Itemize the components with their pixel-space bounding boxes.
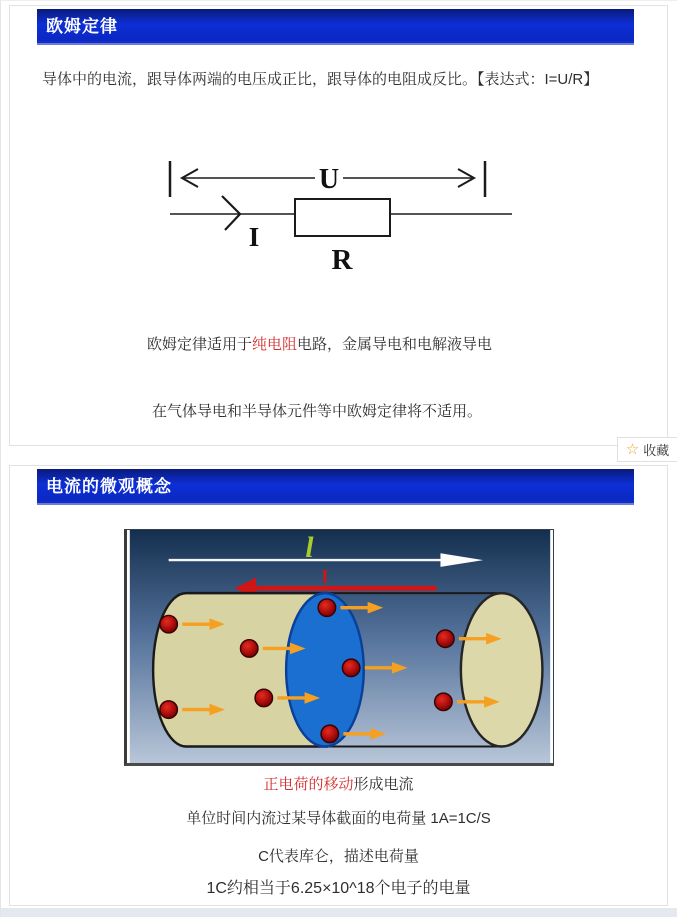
applicability-note-pre: 欧姆定律适用于 xyxy=(147,336,253,353)
favorite-button[interactable] xyxy=(617,437,677,462)
resistor-box xyxy=(295,199,390,236)
coulomb-definition: C代表库仑，描述电荷量 xyxy=(258,848,419,865)
current-label: I xyxy=(248,222,260,252)
favorite-label: 收藏 xyxy=(643,443,670,458)
charge-flow-figure xyxy=(124,529,554,766)
figure-caption xyxy=(10,774,667,795)
circuit-diagram xyxy=(152,151,667,281)
figure-caption-rest: 形成电流 xyxy=(353,776,414,793)
ohms-law-title: 欧姆定律 xyxy=(37,9,634,45)
current-microscopic-title: 电流的微观概念 xyxy=(37,469,634,505)
voltage-label: U xyxy=(318,164,340,195)
resistance-label: R xyxy=(331,244,353,276)
exception-note: 在气体导电和半导体元件等中欧姆定律将不适用。 xyxy=(152,403,483,420)
charge-rate-definition: 单位时间内流过某导体截面的电荷量 1A=1C/S xyxy=(186,810,491,827)
coulomb-electron-equivalence: 1C约相当于6.25×10^18个电子的电量 xyxy=(206,880,471,897)
length-label: l xyxy=(305,532,314,565)
circuit-diagram-svg xyxy=(152,151,522,276)
ohms-law-statement: 导体中的电流，跟导体两端的电压成正比，跟导体的电阻成反比。【表达式：I=U/R】 xyxy=(42,71,599,88)
figure-current-label: I xyxy=(321,566,329,587)
page-bottom-strip xyxy=(1,908,677,917)
pure-resistance-highlight: 纯电阻 xyxy=(252,336,298,353)
figure-caption-red: 正电荷的移动 xyxy=(263,776,354,793)
current-arrowhead-icon xyxy=(222,196,240,230)
cylinder-end-cap xyxy=(461,593,543,746)
ohms-law-card xyxy=(9,5,668,446)
applicability-note xyxy=(147,334,667,355)
current-microscopic-card xyxy=(9,465,668,906)
applicability-note-post: 电路，金属导电和电解液导电 xyxy=(297,336,493,353)
star-icon: ☆ xyxy=(625,441,640,458)
